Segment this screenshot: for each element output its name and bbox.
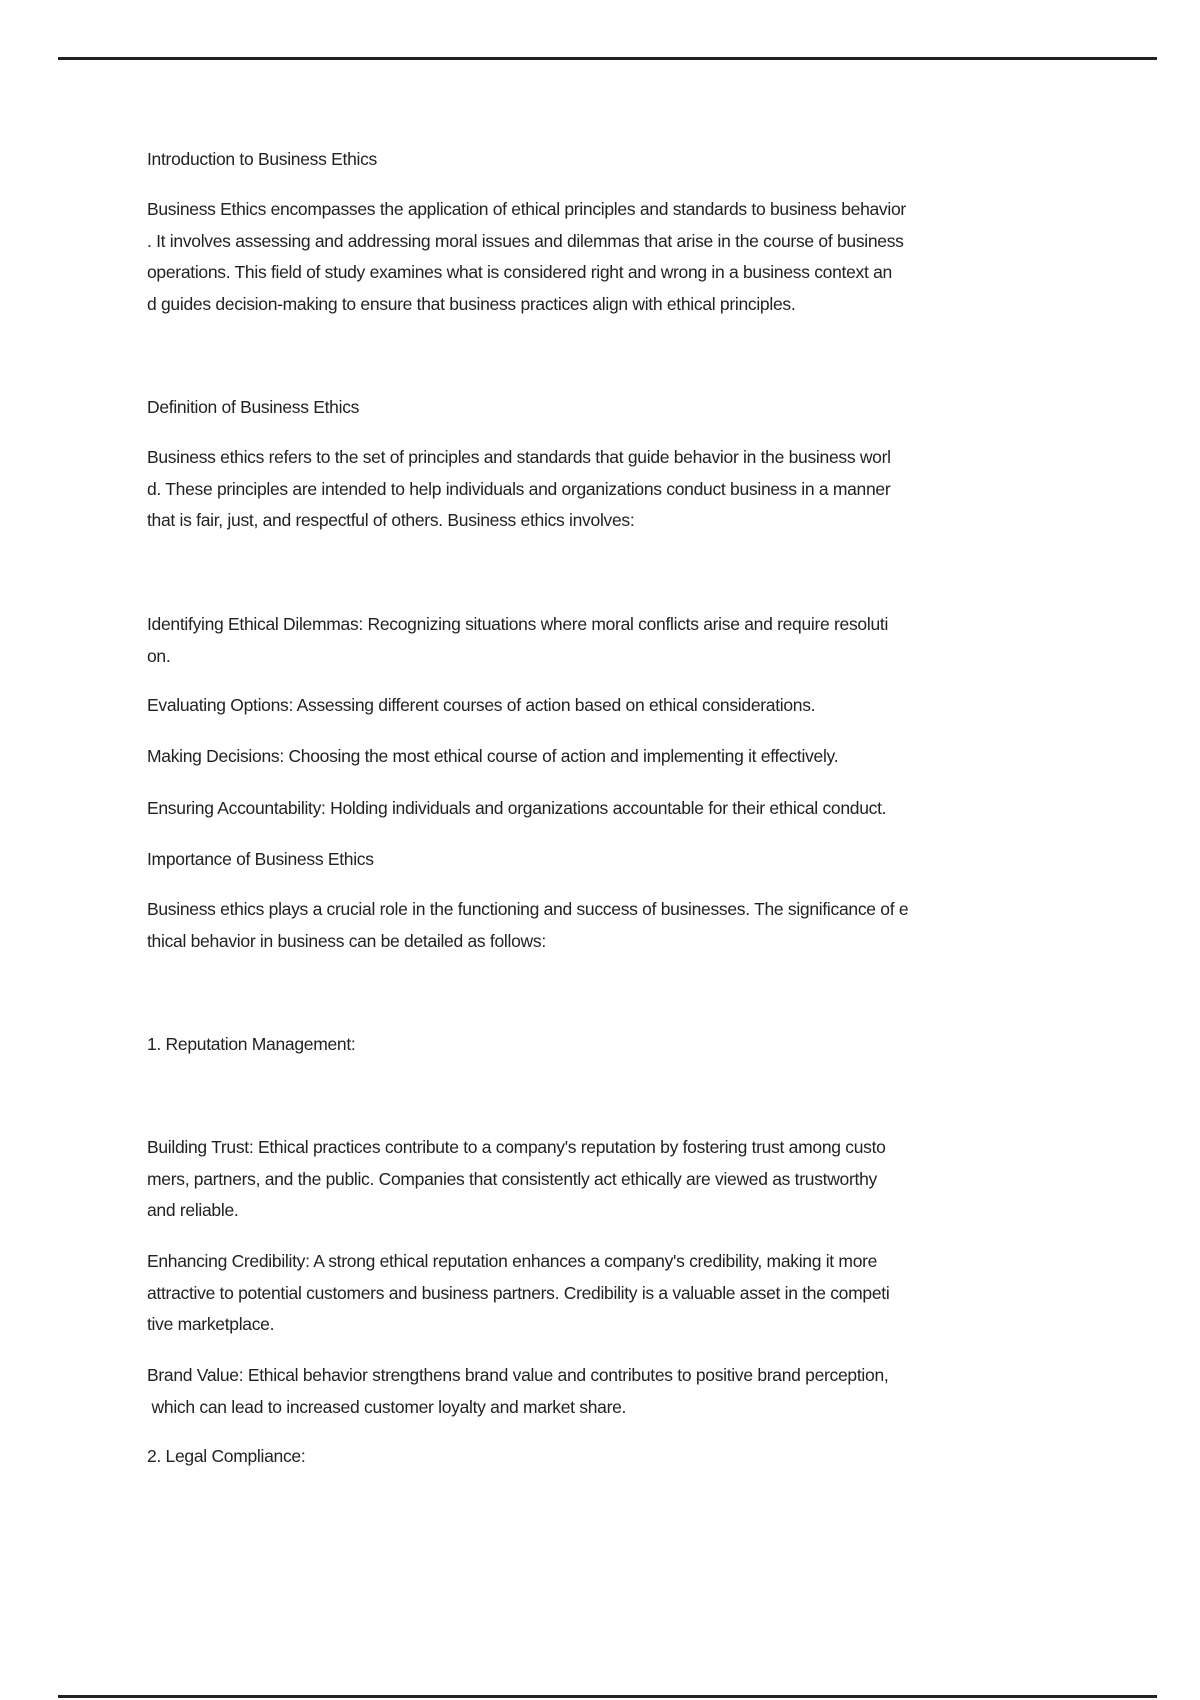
text-line: Business Ethics encompasses the application of ethical principles and standards to business behavior [147,199,906,219]
header-rule [58,57,1157,60]
paragraph-introduction [147,194,1167,321]
text-line: that is fair, just, and respectful of others. Business ethics involves: [147,510,635,531]
text-line: Making Decisions: Choosing the most ethical course of action and implementing it effectively. [147,746,839,766]
text-line: Ensuring Accountability: Holding individuals and organizations accountable for their ethical conduct. [147,798,887,818]
text-line: Introduction to Business Ethics [147,149,377,169]
item-building-trust [147,1132,1167,1227]
item-making-decisions [147,741,1167,773]
heading-importance [147,844,1167,876]
text-line: thical behavior in business can be detailed as follows: [147,930,546,951]
text-line: mers, partners, and the public. Companies that consistently act ethically are viewed as trustworthy [147,1168,877,1189]
text-line: Brand Value: Ethical behavior strengthens brand value and contributes to positive brand perception, [147,1365,889,1385]
text-line: and reliable. [147,1200,239,1221]
text-line: . It involves assessing and addressing moral issues and dilemmas that arise in the course of business [147,230,904,251]
text-line: Building Trust: Ethical practices contribute to a company's reputation by fostering trust among custo [147,1137,886,1157]
text-line: Identifying Ethical Dilemmas: Recognizing situations where moral conflicts arise and require resoluti [147,614,889,634]
footer-rule [58,1695,1157,1698]
text-line: Definition of Business Ethics [147,397,360,417]
text-line: 2. Legal Compliance: [147,1446,306,1466]
heading-introduction [147,144,1167,176]
text-line: operations. This field of study examines what is considered right and wrong in a business context an [147,262,892,283]
text-line: which can lead to increased customer loyalty and market share. [147,1396,627,1417]
text-line: 1. Reputation Management: [147,1034,356,1054]
item-ensuring-accountability [147,793,1167,825]
text-line: on. [147,645,171,666]
paragraph-definition [147,442,1167,537]
item-identifying-dilemmas [147,609,1167,672]
text-line: Enhancing Credibility: A strong ethical reputation enhances a company's credibility, making it more [147,1251,878,1271]
text-line: d. These principles are intended to help individuals and organizations conduct business in a manner [147,478,891,499]
text-line: tive marketplace. [147,1314,275,1335]
heading-reputation-management [147,1029,1167,1061]
item-enhancing-credibility [147,1246,1167,1341]
text-line: attractive to potential customers and business partners. Credibility is a valuable asset in the competi [147,1282,890,1303]
text-line: Business ethics refers to the set of principles and standards that guide behavior in the business worl [147,447,891,467]
text-line: Business ethics plays a crucial role in the functioning and success of businesses. The significance of e [147,899,909,919]
item-brand-value [147,1360,1167,1423]
text-line: d guides decision-making to ensure that business practices align with ethical principles. [147,294,796,315]
text-line: Evaluating Options: Assessing different courses of action based on ethical considerations. [147,695,816,715]
item-evaluating-options [147,690,1167,722]
heading-definition [147,392,1167,424]
paragraph-importance [147,894,1167,957]
text-line: Importance of Business Ethics [147,849,374,869]
heading-legal-compliance [147,1441,1167,1473]
